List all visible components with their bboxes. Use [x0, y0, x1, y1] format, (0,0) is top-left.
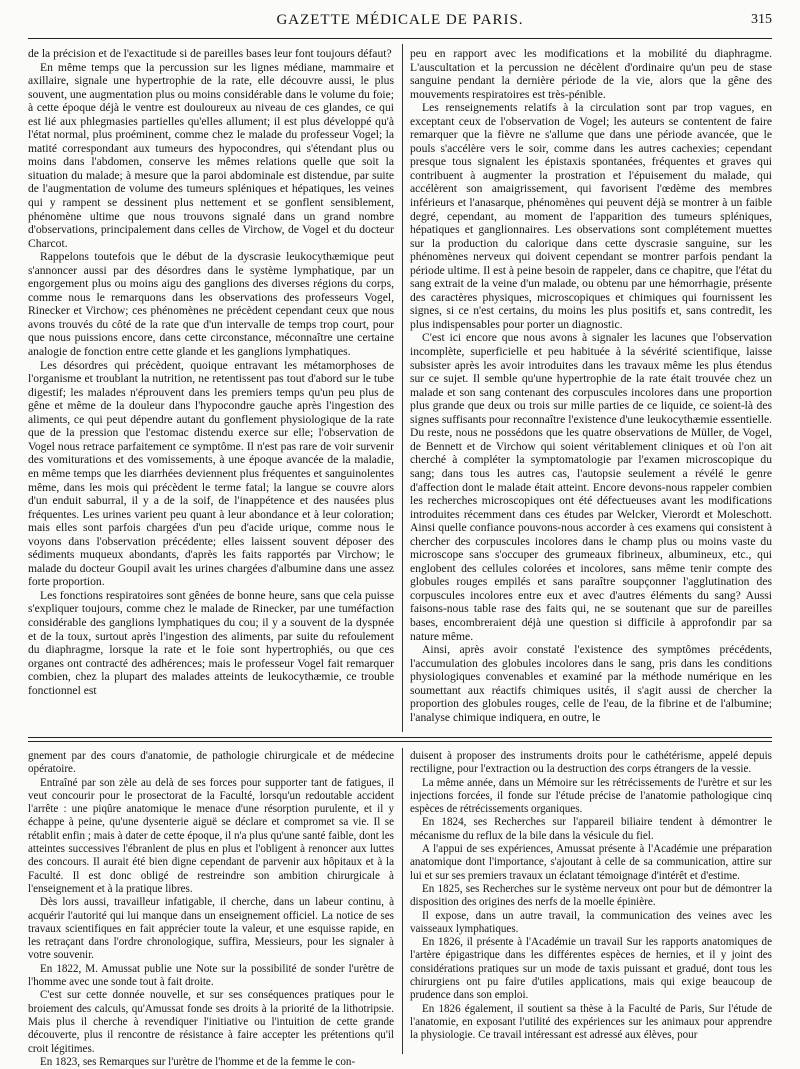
paragraph: Les fonctions respiratoires sont gênées de bonne heure, sans que cela puisse s'expliquer toujours, comme chez le malade de Rinecker, par une tuméfaction considérable des ganglions lymphatiques du cou; il y a souvent de la dyspnée et de la toux, surtout après l'ingestion des aliments, par suite du refoulement du diaphragme, lorsque la rate et le foie sont hypertrophiés, ou que ces organes ont contracté des adhérences; mais le professeur Vogel fait remarquer combien, chez la plupart des malades atteints de leukocythæmie, ce trouble fonctionnel est: [28, 588, 394, 697]
paragraph: En 1822, M. Amussat publie une Note sur la possibilité de sonder l'urètre de l'homme avec une sonde tout à fait droite.: [28, 962, 394, 989]
column-divider: [402, 748, 403, 1054]
page-number: 315: [751, 12, 772, 27]
section-rule-bottom: [28, 741, 772, 742]
lower-left-column: [28, 750, 394, 1068]
paragraph: Rappelons toutefois que le début de la dyscrasie leukocythæmique peut s'annoncer aussi par des désordres dans le système lymphatique, par un engorgement plus ou moins aigu des ganglions des diverses régions du corps, comme nous le remarquons dans les observations des professeurs Vogel, Rinecker et Virchow; ces phénomènes ne précèdent cependant ceux que nous avons trouvés du côté de la rate que d'un intervalle de temps trop court, pour que nous puissions encore, dans cette circonstance, méconnaître une certaine analogie de fonction entre cette glande et les ganglions lymphatiques.: [28, 250, 394, 359]
paragraph: En 1826 également, il soutient sa thèse à la Faculté de Paris, Sur l'étude de l'anatomie, en exposant l'utilité des expériences sur les animaux pour apprendre la physiologie. Ce travail intéressant est adressé aux élèves, pour: [410, 1002, 772, 1042]
paragraph: Les désordres qui précèdent, quoique entravant les métamorphoses de l'organisme et troublant la nutrition, ne retentissent pas tout d'abord sur le tube digestif; les malades n'éprouvent dans les premiers temps qu'un peu plus de gêne et même de la douleur dans l'hypocondre gauche après l'ingestion des aliments, ce qui peut dépendre autant du gonflement physiologique de la rate que de la pression que l'estomac distendu exerce sur elle; l'observation de Vogel nous retrace parfaitement ce symptôme. Il n'est pas rare de voir survenir des vomiturations et des vomissements, à une époque avancée de la maladie, en même temps que les diarrhées deviennent plus fréquentes et sanguinolentes même, dans les mois qui précèdent le terme fatal; la langue se couvre alors d'un enduit saburral, il y a de la soif, de l'inappétence et des nausées plus fréquentes. Les urines varient peu quant à leur abondance et à leur coloration; mais elles sont parfois chargées d'un peu d'acide urique, comme nous le voyons dans l'observation précédente; elles laissent souvent déposer des sédiments muqueux abondants, d'après les faits rapportés par Virchow; le malade du docteur Goupil avait les urines chargées d'albumine dans une assez forte proportion.: [28, 358, 394, 589]
header-rule: [28, 38, 772, 39]
paragraph: En 1825, ses Recherches sur le système nerveux ont pour but de démontrer la disposition des origines des nerfs de la moelle épinière.: [410, 882, 772, 909]
paragraph: Dès lors aussi, travailleur infatigable, il cherche, dans un labeur continu, à acquérir l'autorité qui lui manque dans un enseignement officiel. La notice de ses travaux scientifiques en fait apprécier toute la valeur, et une esquisse rapide, en les retraçant dans l'ordre chronologique, suffira, Messieurs, pour les signaler à votre souvenir.: [28, 896, 394, 962]
paragraph: gnement par des cours d'anatomie, de pathologie chirurgicale et de médecine opératoire.: [28, 750, 394, 776]
paragraph: Les renseignements relatifs à la circulation sont par trop vagues, en exceptant ceux de l'observation de Vogel; les auteurs se contentent de faire remarquer que la fièvre ne s'allume que dans une période avancée, que le pouls s'accélère vers le soir, comme dans les autres cachexies; cependant presque tous signalent les épistaxis spontanées, fréquentes et graves qui contribuent à augmenter la prostration et l'épuisement du malade, qui accélèrent son amaigrissement, qui favorisent l'œdème des membres inférieurs et l'anasarque, phénomènes qui peuvent déjà se montrer à un faible degré, cependant, au moment de l'apparition des tumeurs spléniques, hépatiques et ganglionnaires. Les observations sont complétement muettes sur la production du calorique dans cette dyscrasie sanguine, sur les phénomènes nerveux qui doivent cependant se montrer parfois pendant la période ultime. Il est à peine besoin de rappeler, dans ce chapitre, que l'état du sang extrait de la veine d'un malade, ou obtenu par une hémorrhagie, présente des caractères physiques, microscopiques et chimiques qui fournissent les signes, si ce n'est certains, du moins les plus positifs et, sans contredit, les plus indispensables pour porter un diagnostic.: [410, 101, 772, 331]
running-title: GAZETTE MÉDICALE DE PARIS.: [276, 12, 524, 28]
paragraph: de la précision et de l'exactitude si de pareilles bases leur font toujours défaut?: [28, 47, 392, 60]
paragraph: En 1824, ses Recherches sur l'appareil biliaire tendent à démontrer le mécanisme du reflux de la bile dans la vésicule du fiel.: [410, 816, 772, 842]
paragraph: Entraîné par son zèle au delà de ses forces pour supporter tant de fatigues, il veut concourir pour le prosectorat de la Faculté, lorsqu'un redoutable accident l'arrête : une piqûre anatomique le menace d'une résorption purulente, et il y échappe à peine, qu'une dysenterie aiguë se déclare et compromet sa vie. Il se rétablit enfin ; mais à dater de cette époque, il n'a plus qu'une santé faible, dont les atteintes successives l'ébranlent de plus en plus et l'obligent à renoncer aux luttes des concours. Il aurait été bien digne cependant de parvenir aux hôpitaux et à la Faculté. Il est donc obligé de restreindre son ambition chirurgicale à l'enseignement et à la pratique libres.: [28, 776, 394, 895]
lower-right-column: [410, 750, 772, 1054]
upper-left-column: [28, 47, 394, 727]
paragraph: peu en rapport avec les modifications et la mobilité du diaphragme. L'auscultation et la percussion ne décèlent d'ordinaire qu'un peu de stase sanguine pendant la dernière période de la vie, alors que la gêne des mouvements respiratoires est très-pénible.: [410, 47, 772, 101]
paragraph: La même année, dans un Mémoire sur les rétrécissements de l'urètre et sur les injections forcées, il fonde sur l'étude précise de l'anatomie pathologique cinq espèces de rétrécissements organiques.: [410, 776, 772, 816]
paragraph: Il expose, dans un autre travail, la communication des veines avec les vaisseaux lymphatiques.: [410, 909, 772, 935]
paragraph: Ainsi, après avoir constaté l'existence des symptômes précédents, l'accumulation des globules incolores dans le sang, pris dans les conditions physiologiques convenables et examiné par la méthode numérique en les soumettant aux réactifs chimiques usités, il s'agit aussi de chercher la proportion des globules rouges, celle de l'eau, de la fibrine et de l'albumine; l'analyse chimique indiquera, en outre, le: [410, 643, 772, 724]
section-rule-top: [28, 737, 772, 738]
page-header: [28, 12, 772, 36]
paragraph: duisent à proposer des instruments droits pour le cathétérisme, appelé depuis rectiligne, pour l'extraction ou la destruction des corps étrangers de la vessie.: [410, 750, 772, 776]
column-divider: [402, 44, 403, 732]
paragraph: C'est sur cette donnée nouvelle, et sur ses conséquences pratiques pour le broiement des calculs, qu'Amussat fonde ses droits à la priorité de la lithotripsie. Mais plus il cherche à revendiquer l'initiative ou l'intuition de cette grande découverte, plus il rencontre de résistance à faire accepter les prétentions qu'il croit légitimes.: [28, 989, 394, 1055]
upper-right-column: [410, 47, 772, 727]
paragraph: En 1823, ses Remarques sur l'urètre de l'homme et de la femme le con-: [40, 1055, 356, 1068]
paragraph: C'est ici encore que nous avons à signaler les lacunes que l'observation incomplète, superficielle et peu habituée à la sévérité scientifique, laisse subsister après les avoir introduites dans les travaux même les plus étendus sur ce sujet. Il semble qu'une hypertrophie de la rate était trouvée chez un malade et son sang contenant des corpuscules incolores dans une proportion plus grande que deux ou trois sur mille parties de ce liquide, ce soient-là des signes suffisants pour reconnaître l'existence d'une leukocythæmie essentielle. Du reste, nous ne possédons que les quatre observations de Müller, de Vogel, de Bennett et de Virchow qui soient véritablement cliniques et où l'on ait cherché à compléter la symptomatologie par l'examen microscopique du sang; dans tous les autres cas, l'autopsie seulement a révélé le genre d'affection dont le malade était atteint. Encore devons-nous rappeler combien les recherches microscopiques ont été défectueuses avant les modifications introduites récemment dans ces études par Welcker, Vierordt et Moleschott. Ainsi quelle confiance pouvons-nous accorder à ces examens qui consistent à chercher des corpuscules incolores dans le champ plus ou moins vaste du microscope sans s'occuper des grumeaux fibrineux, albumineux, etc., qui englobent des cellules colorées et incolores, sans même tenir compte des globules rouges empilés et sans paraître soupçonner l'agglutination des corpuscules incolores entre eux et avec d'autres éléments du sang? Aussi faisons-nous table rase des faits qui, ne se soutenant que sur de pareilles bases, encombreraient déjà une question si difficile à approfondir par sa nature même.: [410, 331, 772, 643]
paragraph: En même temps que la percussion sur les lignes médiane, mammaire et axillaire, signale une hypertrophie de la rate, elle découvre aussi, le plus souvent, une augmentation plus ou moins considérable dans le volume du foie; à cette époque déjà le ventre est douloureux au niveau de ces glandes, ce qui est lié aux phlegmasies partielles qu'elles allument; il est plus développé qu'à l'état normal, plus proéminent, comme chez le malade du professeur Vogel; la matité correspondant aux tumeurs des hypocondres, qui s'étendant plus ou moins dans l'abdomen, conserve les mêmes relations quelle que soit la situation du malade; à mesure que la paroi abdominale est distendue, par suite de l'augmentation de volume des tumeurs spléniques et hépatiques, les veines qui y rampent se dessinent plus nettement et se gonflent sensiblement, phénomène ultime que nous trouvons signalé dans un grand nombre d'observations, principalement dans celles de Virchow, de Vogel et du docteur Charcot.: [28, 60, 394, 250]
paragraph: A l'appui de ses expériences, Amussat présente à l'Académie une préparation anatomique dont l'importance, s'ajoutant à celle de sa communication, attire sur lui et sur ses premiers travaux un éclatant témoignage d'intérêt et d'estime.: [410, 843, 772, 882]
paragraph: En 1826, il présente à l'Académie un travail Sur les rapports anatomiques de l'artère épigastrique dans les différentes espèces de hernies, et il y joint des considérations pratiques sur un mode de taxis puissant et gradué, dont tous les chirurgiens ont pu faire d'utiles applications, mais qui exige beaucoup de prudence dans son emploi.: [410, 936, 772, 1002]
